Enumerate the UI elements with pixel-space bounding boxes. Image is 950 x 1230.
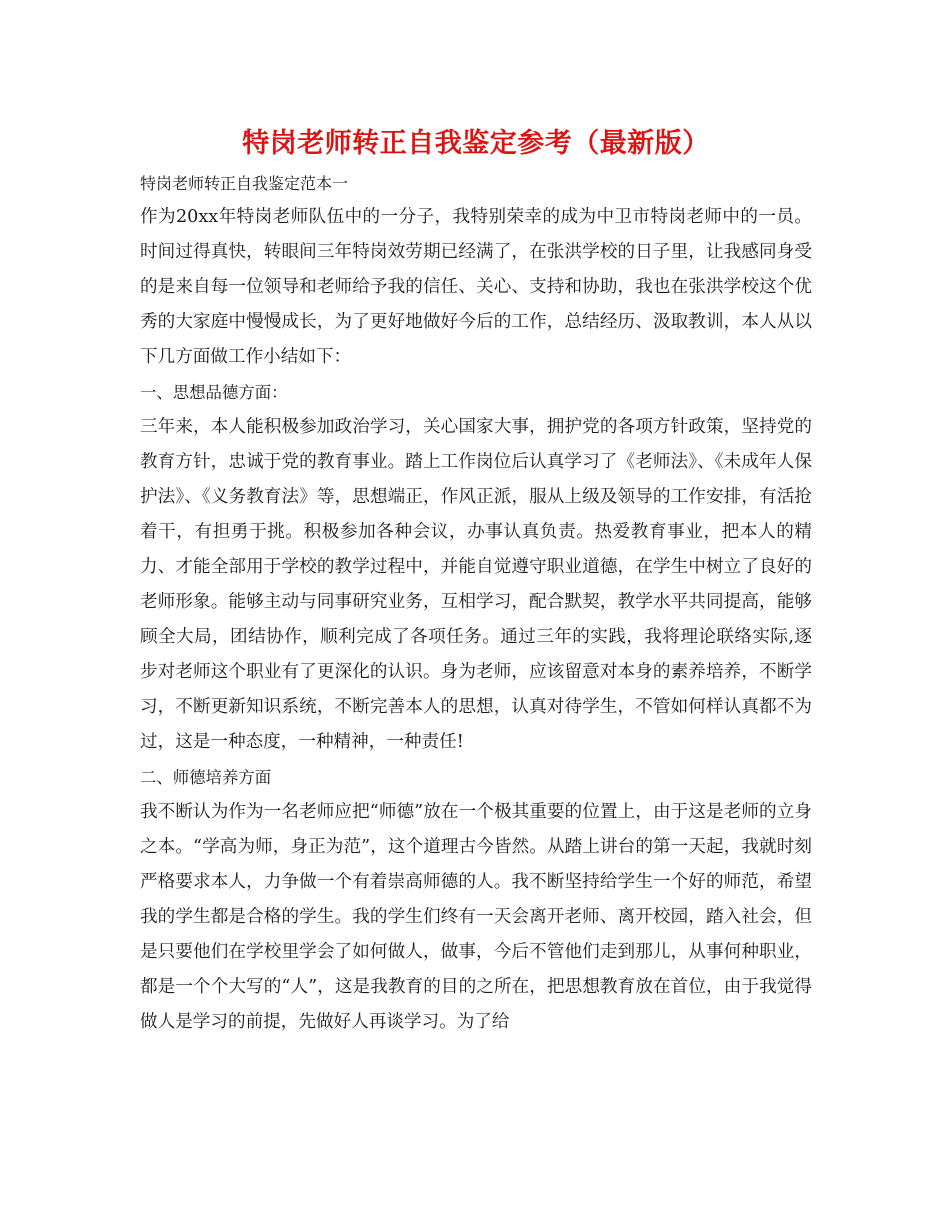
section-heading-ethics: 二、师德培养方面	[140, 768, 272, 787]
paragraph-intro: 作为20xx年特岗老师队伍中的一分子，我特别荣幸的成为中卫市特岗老师中的一员。时间过得真快，转眼间三年特岗效劳期已经满了，在张洪学校的日子里，让我感同身受的是来自每一位领导和老师给予我的信任、关心、支持和协助，我也在张洪学校这个优秀的大家庭中慢慢成长，为了更好地做好今后的工作，总结经历、汲取教训，本人从以下几方面做工作小结如下：	[140, 207, 812, 367]
document-title: 特岗老师转正自我鉴定参考（最新版）	[242, 128, 710, 159]
document-page	[140, 118, 812, 1040]
document-subtitle: 特岗老师转正自我鉴定范本一	[140, 174, 349, 193]
paragraph-ethics: 我不断认为作为一名老师应把“师德”放在一个极其重要的位置上，由于这是老师的立身之本。“学高为师，身正为范”，这个道理古今皆然。从踏上讲台的第一天起，我就时刻严格要求本人，力争做一个有着崇高师德的人。我不断坚持给学生一个好的师范，希望我的学生都是合格的学生。我的学生们终有一天会离开老师、离开校园，踏入社会，但是只要他们在学校里学会了如何做人，做事，今后不管他们走到那儿，从事何种职业，都是一个个大写的“人”，这是我教育的目的之所在，把思想教育放在首位，由于我觉得做人是学习的前提，先做好人再谈学习。为了给	[140, 802, 812, 1032]
paragraph-ideology: 三年来，本人能积极参加政治学习，关心国家大事，拥护党的各项方针政策，坚持党的教育方针，忠诚于党的教育事业。踏上工作岗位后认真学习了《老师法》、《未成年人保护法》、《义务教育法》等，思想端正，作风正派，服从上级及领导的工作安排，有活抢着干，有担勇于挑。积极参加各种会议，办事认真负责。热爱教育事业，把本人的精力、才能全部用于学校的教学过程中，并能自觉遵守职业道德，在学生中树立了良好的老师形象。能够主动与同事研究业务，互相学习，配合默契，教学水平共同提高，能够顾全大局，团结协作，顺利完成了各项任务。通过三年的实践，我将理论联络实际,逐步对老师这个职业有了更深化的认识。身为老师，应该留意对本身的素养培养，不断学习，不断更新知识系统，不断完善本人的思想，认真对待学生，不管如何样认真都不为过，这是一种态度，一种精神，一种责任!	[140, 417, 812, 752]
section-heading-ideology: 一、思想品德方面：	[140, 383, 288, 402]
